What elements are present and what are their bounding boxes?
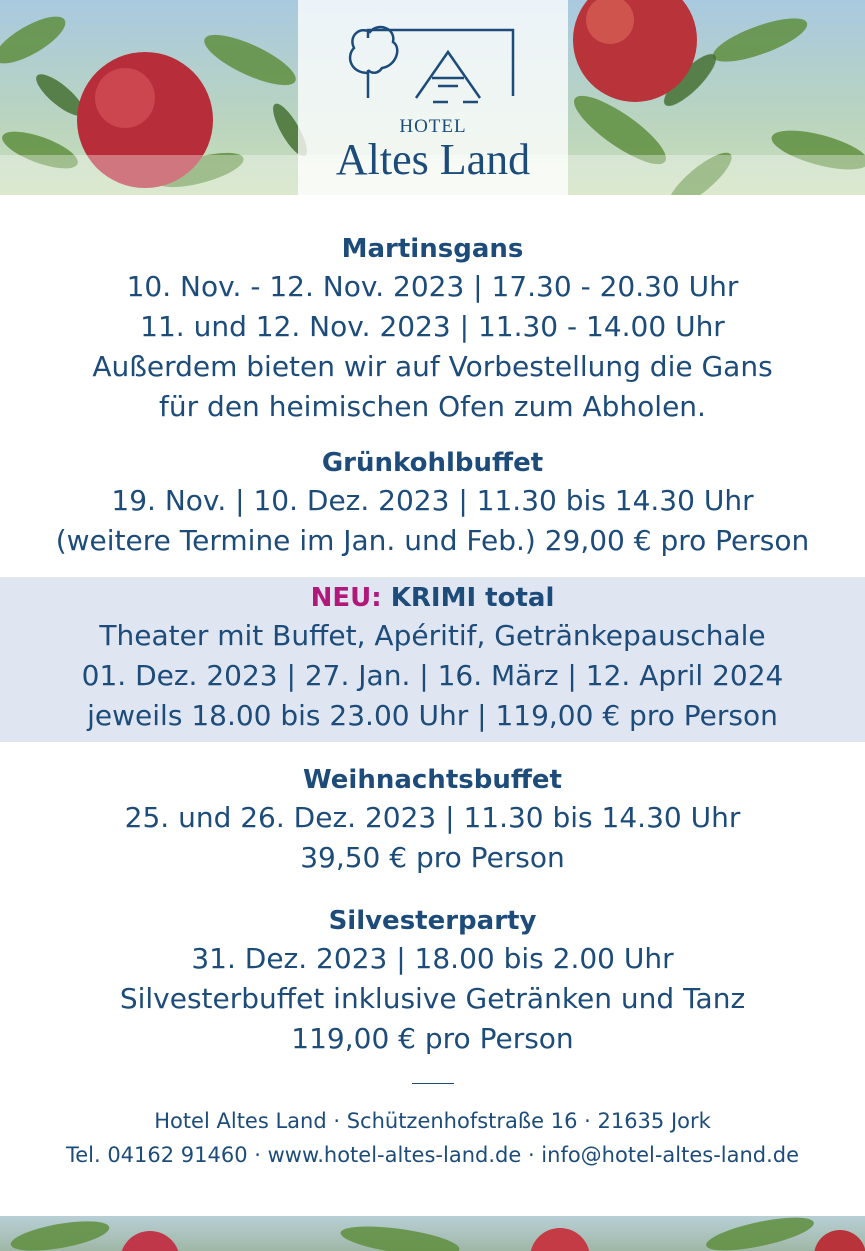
event-silvesterparty bbox=[0, 878, 865, 1059]
event-line: (weitere Termine im Jan. und Feb.) 29,00 € pro Person bbox=[55, 524, 810, 557]
event-title: Grünkohlbuffet bbox=[321, 448, 544, 478]
bottom-banner bbox=[0, 1216, 865, 1251]
event-line: Silvesterbuffet inklusive Getränken und Tanz bbox=[119, 982, 746, 1015]
footer-address: Hotel Altes Land · Schützenhofstraße 16 · 21635 Jork bbox=[154, 1109, 711, 1133]
new-badge: NEU: bbox=[310, 583, 382, 613]
event-line: 10. Nov. - 12. Nov. 2023 | 17.30 - 20.30 Uhr bbox=[126, 270, 739, 303]
footer bbox=[0, 1084, 865, 1172]
event-martinsgans bbox=[0, 195, 865, 427]
event-title: Martinsgans bbox=[341, 234, 524, 264]
event-krimi-total bbox=[0, 577, 865, 742]
house-tree-icon bbox=[338, 18, 528, 118]
hotel-logo bbox=[298, 0, 568, 195]
event-title: Silvesterparty bbox=[328, 906, 537, 936]
event-line: 25. und 26. Dez. 2023 | 11.30 bis 14.30 Uhr bbox=[124, 801, 741, 834]
event-line: Theater mit Buffet, Apéritif, Getränkepauschale bbox=[99, 619, 766, 652]
event-line: 19. Nov. | 10. Dez. 2023 | 11.30 bis 14.30 Uhr bbox=[111, 484, 754, 517]
apple-tree-image-bottom bbox=[0, 1216, 865, 1251]
event-line: 119,00 € pro Person bbox=[291, 1022, 574, 1055]
event-line: 31. Dez. 2023 | 18.00 bis 2.00 Uhr bbox=[191, 942, 674, 975]
footer-contact: Tel. 04162 91460 · www.hotel-altes-land.de · info@hotel-altes-land.de bbox=[65, 1143, 800, 1167]
event-weihnachtsbuffet bbox=[0, 742, 865, 878]
logo-hotel-name: Altes Land bbox=[335, 135, 531, 184]
event-line: Außerdem bieten wir auf Vorbestellung die Gans bbox=[92, 350, 773, 383]
event-line: 01. Dez. 2023 | 27. Jan. | 16. März | 12. April 2024 bbox=[81, 659, 784, 692]
event-line: jeweils 18.00 bis 23.00 Uhr | 119,00 € pro Person bbox=[87, 699, 778, 732]
header-banner bbox=[0, 0, 865, 195]
event-list bbox=[0, 195, 865, 1172]
event-title: Weihnachtsbuffet bbox=[303, 765, 562, 795]
logo-hotel-text: HOTEL bbox=[399, 116, 467, 137]
divider-wrap bbox=[0, 1059, 865, 1084]
event-gruenkohlbuffet bbox=[0, 427, 865, 561]
event-line: 39,50 € pro Person bbox=[300, 841, 565, 874]
event-line: 11. und 12. Nov. 2023 | 11.30 - 14.00 Uhr bbox=[140, 310, 725, 343]
event-title-text: KRIMI total bbox=[390, 583, 555, 613]
event-line: für den heimischen Ofen zum Abholen. bbox=[159, 390, 706, 423]
event-title bbox=[0, 580, 865, 616]
